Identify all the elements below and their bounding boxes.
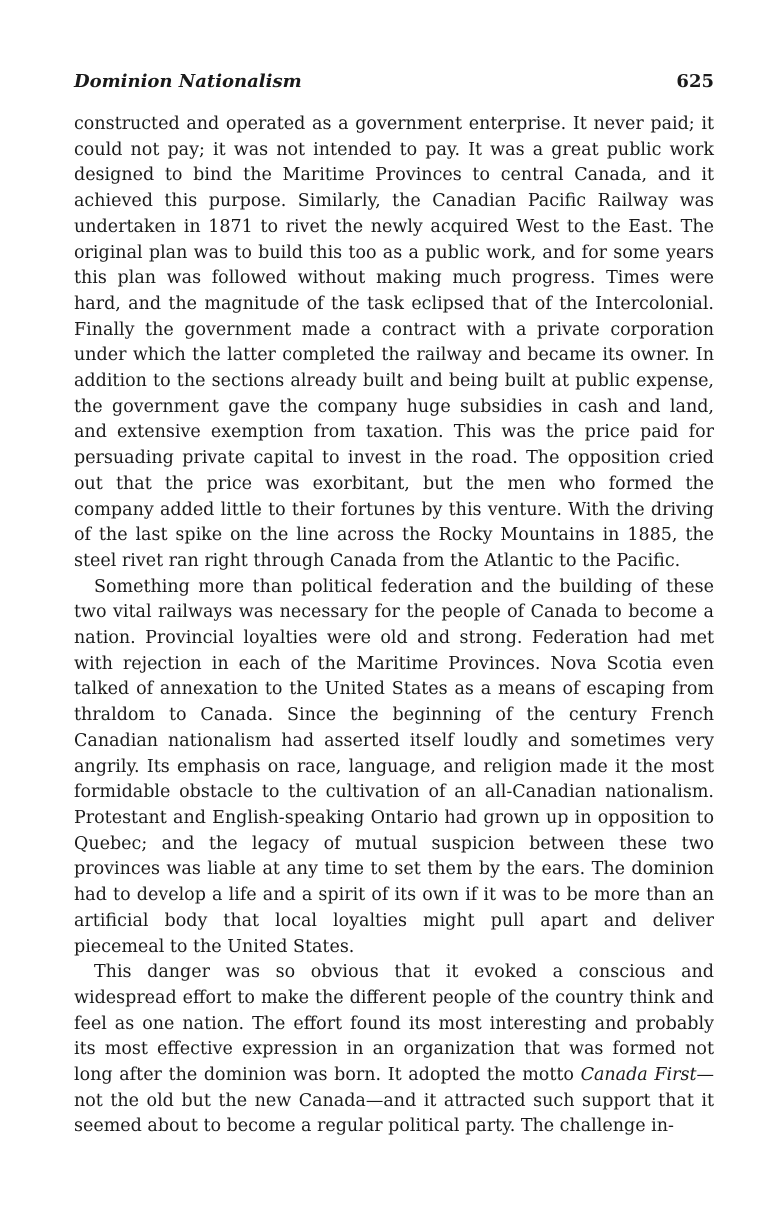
page [74, 70, 714, 1140]
motto: Canada First [580, 1065, 697, 1086]
page-header [74, 70, 714, 94]
paragraph-3 [74, 960, 714, 1140]
paragraph-3-before: This danger was so obvious that it evoked a conscious and widespread effort to make the different people of the country think and feel as one nation. The effort found its most interesting and probably its most effective expression in an organization that was formed not long after the dominion was born. It adopted the motto [74, 962, 714, 1086]
paragraph-1: constructed and operated as a government enterprise. It never paid; it could not pay; it was not intended to pay. It was a great public work designed to bind the Maritime Provinces to central Canada, and it achieved this purpose. Similarly, the Canadian Pacific Railway was undertaken in 1871 to rivet the newly acquired West to the East. The original plan was to build this too as a public work, and for some years this plan was followed without making much progress. Times were hard, and the magnitude of the task eclipsed that of the Intercolonial. Finally the government made a contract with a private corporation under which the latter completed the railway and became its owner. In addition to the sections already built and being built at public expense, the government gave the company huge subsidies in cash and land, and extensive exemption from taxation. This was the price paid for persuading private capital to invest in the road. The opposition cried out that the price was exorbitant, but the men who formed the company added little to their fortunes by this venture. With the driving of the last spike on the line across the Rocky Mountains in 1885, the steel rivet ran right through Canada from the Atlantic to the Pacific. [74, 114, 714, 571]
running-head: Dominion Nationalism [74, 71, 302, 92]
paragraph-2: Something more than political federation and the building of these two vital railways was necessary for the people of Canada to become a nation. Provincial loyalties were old and strong. Federation had met with rejection in each of the Maritime Provinces. Nova Scotia even talked of annexation to the United States as a means of escaping from thraldom to Canada. Since the beginning of the century French Canadian nationalism had asserted itself loudly and sometimes very angrily. Its emphasis on race, language, and religion made it the most formidable obstacle to the cultivation of an all-Canadian nationalism. Protestant and English-speaking Ontario had grown up in opposition to Quebec; and the legacy of mutual suspicion between these two provinces was liable at any time to set them by the ears. The dominion had to develop a life and a spirit of its own if it was to be more than an artificial body that local loyalties might pull apart and deliver piecemeal to the United States. [74, 576, 714, 957]
paragraph-3-after: —not the old but the new Canada—and it attracted such support that it seemed about to become a regular political party. The challenge in- [74, 1065, 714, 1137]
body-text [74, 112, 714, 1140]
page-number: 625 [676, 71, 714, 92]
